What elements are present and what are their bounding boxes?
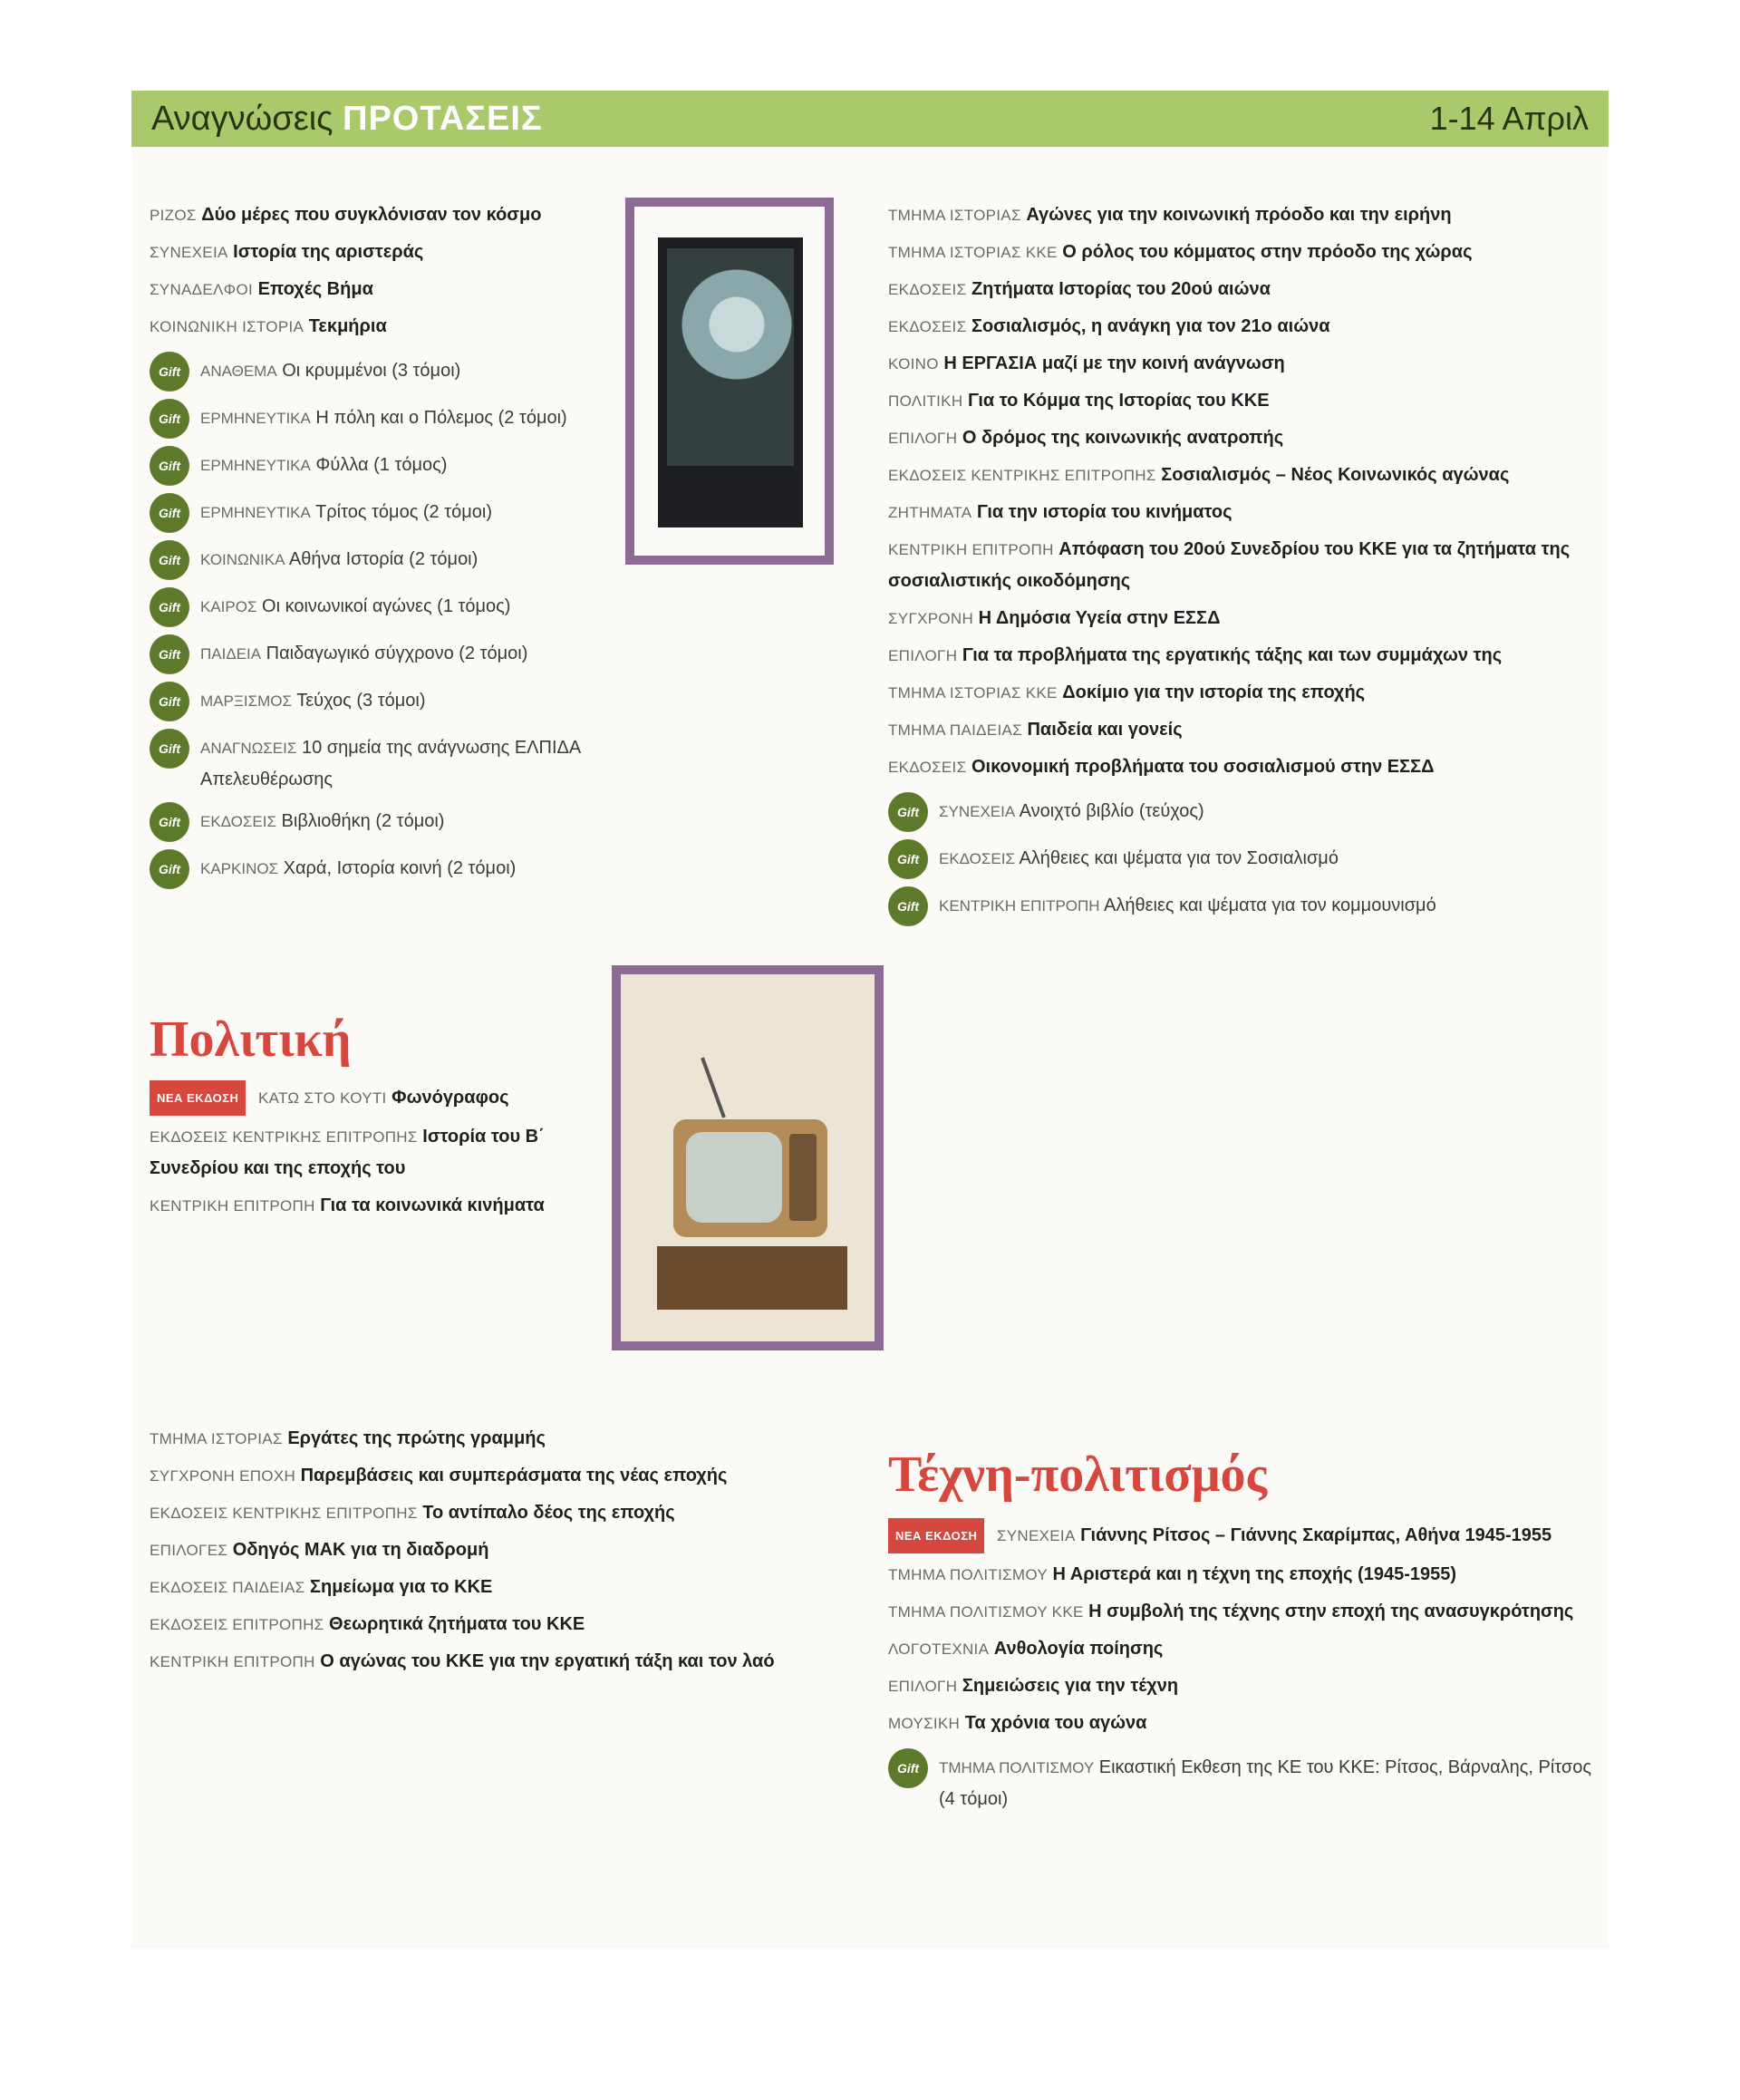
gift-item <box>888 1752 1595 1815</box>
gift-icon: Gift <box>150 682 189 721</box>
gift-icon: Gift <box>150 587 189 627</box>
list-item <box>150 1534 865 1566</box>
header-accent: ΠΡΟΤΑΣΕΙΣ <box>343 99 543 138</box>
list-item <box>150 199 621 231</box>
book-title: Ζητήματα Ιστορίας του 20ού αιώνα <box>971 279 1271 299</box>
list-item <box>888 1518 1595 1553</box>
publisher: ΚΕΝΤΡΙΚΗ ΕΠΙΤΡΟΠΗ <box>150 1653 315 1670</box>
header-title <box>151 100 543 139</box>
book-title: Ο αγώνας του ΚΚΕ για την εργατική τάξη και τον λαό <box>320 1651 775 1671</box>
book-title: Οδηγός ΜΑΚ για τη διαδρομή <box>232 1540 489 1560</box>
gift-icon: Gift <box>150 540 189 580</box>
gift-icon: Gift <box>150 446 189 486</box>
book-title: Παιδαγωγικό σύγχρονο (2 τόμοι) <box>266 644 528 663</box>
book-title: Ο ρόλος του κόμματος στην πρόοδο της χώρας <box>1062 242 1473 262</box>
tv-illustration <box>673 1119 827 1237</box>
gift-text <box>939 796 1204 827</box>
book-title: Αλήθειες και ψέματα για τον κομμουνισμό <box>1104 895 1436 915</box>
book-title: Ανθολογία ποίησης <box>993 1639 1164 1659</box>
book-title: Για τα προβλήματα της εργατικής τάξης και των συμμάχων της <box>962 645 1503 665</box>
tv-panel <box>789 1134 817 1221</box>
publisher: ΕΚΔΟΣΕΙΣ ΕΠΙΤΡΟΠΗΣ <box>150 1616 324 1633</box>
gift-item <box>150 732 621 795</box>
publisher: ΑΝΑΘΕΜΑ <box>200 363 277 380</box>
gift-item <box>150 497 621 533</box>
book-title: Ιστορία του Β΄ Συνεδρίου και της εποχής του <box>150 1127 545 1178</box>
list-item <box>150 1190 594 1222</box>
gift-text <box>200 544 478 576</box>
gift-text <box>939 843 1339 875</box>
book-title: Αλήθειες και ψέματα για τον Σοσιαλισμό <box>1019 848 1339 868</box>
publisher: ΚΑΡΚΙΝΟΣ <box>200 860 279 877</box>
publisher: ΣΥΓΧΡΟΝΗ <box>888 610 974 627</box>
list-item <box>888 751 1595 783</box>
book-title: Τα χρόνια του αγώνα <box>964 1713 1147 1733</box>
section-title: Τέχνη-πολιτισμός <box>888 1447 1268 1503</box>
book-title: Εικαστική Εκθεση της ΚΕ του ΚΚΕ: Ρίτσος, Βάρναλης, Ρίτσος (4 τόμοι) <box>939 1757 1592 1809</box>
book-title: Οικονομική προβλήματα του σοσιαλισμού στην ΕΣΣΔ <box>971 757 1435 777</box>
list-item <box>150 1121 594 1185</box>
book-cover-image <box>612 965 884 1350</box>
gift-item <box>888 843 1595 879</box>
list-item <box>150 1460 865 1492</box>
publisher: ΚΑΤΩ ΣΤΟ ΚΟΥΤΙ <box>257 1089 387 1107</box>
book-title: Απόφαση του 20ού Συνεδρίου του ΚΚΕ για τα ζητήματα της σοσιαλιστικής οικοδόμησης <box>888 539 1571 591</box>
gift-text <box>200 853 516 885</box>
list-item <box>888 640 1595 672</box>
publisher: ΣΥΓΧΡΟΝΗ ΕΠΟΧΗ <box>150 1467 296 1485</box>
list-item <box>150 311 621 343</box>
new-edition-badge: ΝΕΑ ΕΚΔΟΣΗ <box>150 1080 246 1116</box>
book-title: Ο δρόμος της κοινωνικής ανατροπής <box>962 428 1284 448</box>
publisher: ΚΟΙΝΩΝΙΚΑ <box>200 551 285 568</box>
list-item <box>150 1080 594 1116</box>
tv-screen <box>686 1132 782 1223</box>
left-top-column <box>150 199 621 900</box>
gift-item <box>150 355 621 392</box>
book-title: Εργάτες της πρώτης γραμμής <box>287 1428 546 1448</box>
header-date: 1-14 Απριλ <box>1429 100 1589 137</box>
publisher: ΕΚΔΟΣΕΙΣ ΚΕΝΤΡΙΚΗΣ ΕΠΙΤΡΟΠΗΣ <box>150 1505 418 1522</box>
book-title: Χαρά, Ιστορία κοινή (2 τόμοι) <box>283 858 517 878</box>
magazine-page <box>131 91 1609 1949</box>
publisher: ΤΜΗΜΑ ΙΣΤΟΡΙΑΣ ΚΚΕ <box>888 684 1058 702</box>
publisher: ΤΜΗΜΑ ΠΟΛΙΤΙΣΜΟΥ <box>888 1566 1048 1583</box>
gift-icon: Gift <box>888 792 928 832</box>
book-title: Η συμβολή της τέχνης στην εποχή της ανασυγκρότησης <box>1088 1602 1574 1621</box>
publisher: ΕΚΔΟΣΕΙΣ <box>888 318 967 335</box>
list-item <box>888 274 1595 305</box>
book-title: Αγώνες για την κοινωνική πρόοδο και την ειρήνη <box>1026 205 1452 225</box>
gift-icon: Gift <box>150 729 189 769</box>
publisher: ΤΜΗΜΑ ΙΣΤΟΡΙΑΣ <box>888 207 1021 224</box>
publisher: ΚΑΙΡΟΣ <box>200 598 257 615</box>
gift-text <box>200 638 527 670</box>
book-title: Για το Κόμμα της Ιστορίας του ΚΚΕ <box>967 391 1270 411</box>
list-item <box>888 422 1595 454</box>
publisher: ΠΟΛΙΤΙΚΗ <box>888 392 963 410</box>
list-item <box>888 497 1595 528</box>
publisher: ΕΡΜΗΝΕΥΤΙΚΑ <box>200 504 311 521</box>
publisher: ΖΗΤΗΜΑΤΑ <box>888 504 972 521</box>
publisher: ΕΠΙΛΟΓΗ <box>888 430 958 447</box>
gift-text <box>200 806 444 837</box>
gift-icon: Gift <box>150 634 189 674</box>
gift-text <box>200 497 492 528</box>
publisher: ΕΚΔΟΣΕΙΣ ΠΑΙΔΕΙΑΣ <box>150 1579 305 1596</box>
list-item <box>888 677 1595 709</box>
publisher: ΤΜΗΜΑ ΠΟΛΙΤΙΣΜΟΥ ΚΚΕ <box>888 1603 1084 1621</box>
book-title: Δύο μέρες που συγκλόνισαν τον κόσμο <box>201 205 542 225</box>
antenna-illustration <box>701 1057 726 1118</box>
gift-icon: Gift <box>888 839 928 879</box>
book-title: Σημείωμα για το ΚΚΕ <box>309 1577 493 1597</box>
book-title: Οι κρυμμένοι (3 τόμοι) <box>282 361 461 381</box>
art-section <box>888 1446 1267 1520</box>
gift-item <box>150 853 621 889</box>
header-section: Αναγνώσεις <box>151 99 334 138</box>
book-title: Η ΕΡΓΑΣΙΑ μαζί με την κοινή ανάγνωση <box>943 353 1285 373</box>
publisher: ΚΕΝΤΡΙΚΗ ΕΠΙΤΡΟΠΗ <box>150 1197 315 1215</box>
right-column <box>888 199 1595 937</box>
publisher: ΚΟΙΝΟ <box>888 355 939 373</box>
list-item <box>150 237 621 268</box>
publisher: ΛΟΓΟΤΕΧΝΙΑ <box>888 1640 990 1658</box>
list-item <box>888 714 1595 746</box>
gift-text <box>200 685 425 717</box>
gift-icon: Gift <box>888 886 928 926</box>
list-item <box>888 348 1595 380</box>
publisher: ΤΜΗΜΑ ΙΣΤΟΡΙΑΣ ΚΚΕ <box>888 244 1058 261</box>
gift-text <box>200 355 460 387</box>
list-item <box>150 274 621 305</box>
gift-item <box>150 402 621 439</box>
book-title: Ανοιχτό βιβλίο (τεύχος) <box>1019 801 1204 821</box>
tv-stand <box>657 1246 847 1310</box>
publisher: ΕΠΙΛΟΓΕΣ <box>150 1542 228 1559</box>
publisher: ΚΟΙΝΩΝΙΚΗ ΙΣΤΟΡΙΑ <box>150 318 304 335</box>
publisher: ΣΥΝΕΧΕΙΑ <box>939 803 1016 820</box>
politics-list <box>150 1423 865 1683</box>
gift-item <box>888 890 1595 926</box>
section-title: Πολιτική <box>150 1011 352 1068</box>
publisher: ΕΚΔΟΣΕΙΣ ΚΕΝΤΡΙΚΗΣ ΕΠΙΤΡΟΠΗΣ <box>150 1128 418 1146</box>
publisher: ΕΚΔΟΣΕΙΣ <box>939 850 1015 867</box>
book-title: Για την ιστορία του κινήματος <box>976 502 1232 522</box>
cover-art <box>658 237 803 527</box>
book-title: Ιστορία της αριστεράς <box>233 242 424 262</box>
book-title: Σοσιαλισμός, η ανάγκη για τον 21ο αιώνα <box>971 316 1330 336</box>
gift-item <box>150 591 621 627</box>
book-title: Για τα κοινωνικά κινήματα <box>320 1195 545 1215</box>
publisher: ΑΝΑΓΝΩΣΕΙΣ <box>200 740 297 757</box>
list-item <box>150 1572 865 1603</box>
book-cover-image <box>625 198 834 565</box>
gift-item <box>150 544 621 580</box>
new-edition-badge: ΝΕΑ ΕΚΔΟΣΗ <box>888 1518 984 1553</box>
book-title: Παιδεία και γονείς <box>1027 720 1183 740</box>
list-item <box>888 1708 1595 1739</box>
list-item <box>888 460 1595 491</box>
book-title: Η πόλη και ο Πόλεμος (2 τόμοι) <box>315 408 567 428</box>
publisher: ΠΑΙΔΕΙΑ <box>200 645 262 663</box>
portrait-illustration <box>667 248 794 466</box>
publisher: ΕΚΔΟΣΕΙΣ ΚΕΝΤΡΙΚΗΣ ΕΠΙΤΡΟΠΗΣ <box>888 467 1156 484</box>
book-title: Γιάννης Ρίτσος – Γιάννης Σκαρίμπας, Αθήνα 1945-1955 <box>1080 1524 1552 1545</box>
gift-icon: Gift <box>150 399 189 439</box>
book-title: Τρίτος τόμος (2 τόμοι) <box>315 502 493 522</box>
list-item <box>888 1559 1595 1591</box>
gift-icon: Gift <box>150 849 189 889</box>
book-title: Βιβλιοθήκη (2 τόμοι) <box>281 811 445 831</box>
gift-icon: Gift <box>150 352 189 392</box>
publisher: ΕΚΔΟΣΕΙΣ <box>888 281 967 298</box>
gift-text <box>200 402 567 434</box>
art-list <box>888 1518 1595 1825</box>
list-item <box>888 603 1595 634</box>
publisher: ΕΡΜΗΝΕΥΤΙΚΑ <box>200 457 311 474</box>
list-item <box>888 1670 1595 1702</box>
gift-icon: Gift <box>888 1748 928 1788</box>
list-item <box>888 237 1595 268</box>
politics-lead <box>150 1080 594 1227</box>
publisher: ΕΚΔΟΣΕΙΣ <box>888 759 967 776</box>
list-item <box>888 385 1595 417</box>
publisher: ΕΚΔΟΣΕΙΣ <box>200 813 276 830</box>
publisher: ΤΜΗΜΑ ΠΑΙΔΕΙΑΣ <box>888 721 1022 739</box>
publisher: ΤΜΗΜΑ ΠΟΛΙΤΙΣΜΟΥ <box>939 1759 1095 1776</box>
book-title: Τεύχος (3 τόμοι) <box>296 691 426 711</box>
book-title: Η Δημόσια Υγεία στην ΕΣΣΔ <box>978 608 1221 628</box>
book-title: Αθήνα Ιστορία (2 τόμοι) <box>288 549 478 569</box>
publisher: ΣΥΝΕΧΕΙΑ <box>150 244 228 261</box>
publisher: ΣΥΝΑΔΕΛΦΟΙ <box>150 281 254 298</box>
book-title: Φωνόγραφος <box>392 1087 509 1108</box>
gift-text <box>200 450 447 481</box>
book-title: Οι κοινωνικοί αγώνες (1 τόμος) <box>262 596 511 616</box>
publisher: ΜΑΡΞΙΣΜΟΣ <box>200 692 293 710</box>
list-item <box>150 1609 865 1640</box>
publisher: ΜΟΥΣΙΚΗ <box>888 1715 961 1732</box>
book-title: Σοσιαλισμός – Νέος Κοινωνικός αγώνας <box>1161 465 1510 485</box>
list-item <box>150 1423 865 1455</box>
gift-item <box>150 806 621 842</box>
list-item <box>888 199 1595 231</box>
book-title: Παρεμβάσεις και συμπεράσματα της νέας εποχής <box>300 1466 728 1485</box>
gift-item <box>150 450 621 486</box>
book-title: Εποχές Βήμα <box>257 279 373 299</box>
gift-item <box>888 796 1595 832</box>
book-title: 10 σημεία της ανάγνωσης ΕΛΠΙΔΑ Απελευθέρωσης <box>200 738 581 789</box>
gift-item <box>150 685 621 721</box>
book-title: Τεκμήρια <box>308 316 387 336</box>
gift-text <box>939 890 1436 922</box>
page-header <box>131 91 1609 147</box>
list-item <box>888 534 1595 597</box>
publisher: ΕΠΙΛΟΓΗ <box>888 1678 958 1695</box>
book-title: Φύλλα (1 τόμος) <box>315 455 448 475</box>
publisher: ΚΕΝΤΡΙΚΗ ΕΠΙΤΡΟΠΗ <box>888 541 1054 558</box>
book-title: Το αντίπαλο δέος της εποχής <box>422 1503 675 1523</box>
gift-text <box>200 732 621 795</box>
politics-section <box>150 1011 352 1085</box>
publisher: ΕΡΜΗΝΕΥΤΙΚΑ <box>200 410 311 427</box>
book-title: Δοκίμιο για την ιστορία της εποχής <box>1062 682 1366 702</box>
gift-icon: Gift <box>150 493 189 533</box>
publisher: ΣΥΝΕΧΕΙΑ <box>996 1526 1076 1544</box>
gift-icon: Gift <box>150 802 189 842</box>
publisher: ΕΠΙΛΟΓΗ <box>888 647 958 664</box>
book-title: Η Αριστερά και η τέχνη της εποχής (1945-1955) <box>1052 1564 1457 1584</box>
list-item <box>888 1633 1595 1665</box>
publisher: ΡΙΖΟΣ <box>150 207 197 224</box>
list-item <box>150 1646 865 1678</box>
list-item <box>150 1497 865 1529</box>
list-item <box>888 1596 1595 1628</box>
gift-text <box>200 591 510 623</box>
book-title: Σημειώσεις για την τέχνη <box>962 1676 1179 1696</box>
list-item <box>888 311 1595 343</box>
publisher: ΤΜΗΜΑ ΙΣΤΟΡΙΑΣ <box>150 1430 283 1447</box>
publisher: ΚΕΝΤΡΙΚΗ ΕΠΙΤΡΟΠΗ <box>939 897 1100 915</box>
book-title: Θεωρητικά ζητήματα του ΚΚΕ <box>329 1614 585 1634</box>
gift-item <box>150 638 621 674</box>
gift-text <box>939 1752 1595 1815</box>
